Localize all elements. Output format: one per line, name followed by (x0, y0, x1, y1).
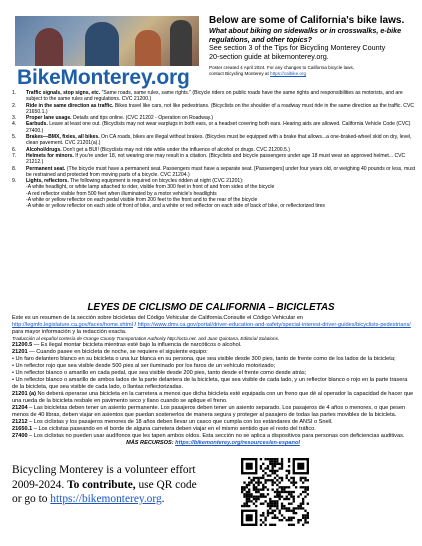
law-item: 9. Lights, reflectors. The following equipment is required on bicycles ridden at night (CVC 21201): (12, 178, 244, 185)
qr-code-icon[interactable] (241, 458, 309, 526)
law-item: 8. Permanent seat. (The bicycle must have a permanent seat. Passengers must have a separate seat. [Passengers] under four years old, or weighing 40 pounds or less, must be restrained and protected from moving parts of a bicycle. CVC 21204.) (12, 165, 416, 178)
lights-requirement: -A red reflector visible from 500 feet when illuminated by a motor vehicle's headlights (26, 190, 217, 197)
spanish-law-item: • Un reflector rojo que sea visible desde 500 pies al ser iluminado por los faros de un vehículo motorizado; (12, 363, 276, 369)
poster-credit: Poster created 4 April 2024. For any changes to California bicycle laws, contact Bicycling Monterey at https://calbike.org (209, 65, 355, 76)
cyclists-photo (15, 16, 199, 66)
law-item: 3. Proper lane usage. Details and tips online. (CVC 21202 - Operation on Roadway.) (12, 115, 214, 122)
calbike-link[interactable]: https://calbike.org (270, 70, 307, 76)
spanish-law-item: • Un faro delantero blanco en su bicicleta o una luz blanca en su persona, que sea visible desde 300 pies, tanto de frente como de los lados de la bicicleta; (12, 356, 396, 362)
translation-credit: Traducción al español cortesía de Orange County Transportation Authority http://octa.net. and Juan Quintana, Editorial Solutions. (12, 336, 280, 341)
lights-requirement: -A white headlight, or white lamp attached to rider, visible from 300 feet in front of and from sides of the bicycle (26, 184, 275, 191)
bikemonterey-logo[interactable] (15, 16, 199, 89)
spanish-law-item: • Un reflector blanco o amarillo en cada pedal, que sea visible desde 200 pies, tanto desde el frente como desde atrás; (12, 370, 307, 376)
spanish-law-item: 21201 (a) No deberá operarse una bicicleta en la carretera a menos que dicha bicicleta esté equipada con un freno que dé al operador la capacidad de hacer que una rueda de la bicicleta resbale en pavimento seco y llano cuando se aplique el freno. (12, 391, 414, 404)
header-intro (209, 15, 409, 76)
spanish-law-list (12, 342, 414, 440)
dmv-link[interactable]: https://www.dmv.ca.gov/portal/driver-education-and-safety/special-interest-driver-guides/bicyclists-pedestrians/ (137, 322, 411, 328)
lights-requirement: -A white or yellow reflector on each pedal visible from 200 feet to the front and to the rear of the bicycle (26, 197, 258, 204)
spanish-title: LEYES DE CICLISMO DE CALIFORNIA – BICICLETAS (87, 302, 335, 313)
spanish-law-item: 21200.5 — Es ilegal montar bicicleta mientras esté bajo la influencia de narcóticos o alcohol. (12, 342, 242, 348)
law-list (12, 90, 416, 210)
spanish-law-item: 21204 – Las bicicletas deben tener un asiento permanente. Los pasajeros deben tener un asiento separado. Los pasajeros de 4 años o menores, o que pesen menos de 40 libras, deben viajar en asientos que puedan sostenerlos de manera segura y proteger al pasajero de todas las partes movibles de la bicicleta. (12, 405, 406, 418)
spanish-law-item: 21650.1 – Los ciclistas paseando en el borde de alguna carretera deben viajar en el mismo sentido que el resto del tráfico. (12, 426, 316, 432)
spanish-law-item: 21201 — Cuando pasee en bicicleta de noche, se requiere el siguiente equipo: (12, 349, 208, 355)
lights-requirement: -A white or yellow reflector on each side of front of bike, and a white or red reflector on each side of back of bike, or reflectorized tires (26, 203, 325, 210)
law-item: 1. Traffic signals, stop signs, etc. "Same roads, same rules, same rights." (Bicycle riders on public roads have the same rights and responsibilities as motorists, and are subject to the same rules and regulations. CVC 21200.) (12, 90, 403, 103)
law-item: 2. Ride in the same direction as traffic. Bikes travel like cars, not like pedestrians. (Bicyclists on the shoulder of a roadway must ride in the same direction as the traffic. CVC 21650.1.) (12, 102, 415, 115)
more-resources: MÁS RECURSOS: https://bikemonterey.org/resources/en-espanol (126, 440, 300, 446)
spanish-law-item: 27400 – Los ciclistas no pueden usar audífonos que les tapen ambos oídos. Esta sección no se aplica a dispositivos para personas con deficiencias auditivas. (12, 433, 405, 439)
law-item: 5. Brakes—BMX, fixies, all bikes. On CA roads, bikes are illegal without brakes. (Bicycles must be equipped with a brake that allows...a one-braked-wheel skid on dry, level, clean pavement. CVC 21201(a).) (12, 134, 412, 147)
bikemonterey-link[interactable]: https://bikemonterey.org (50, 493, 162, 506)
spanish-law-item: • Un reflector blanco o amarillo de ambos lados de la parte delantera de la bicicleta, que sea visible de cada lado, y un reflector blanco o rojo en la parte trasera de la bicicleta, que sea visible de cada lado, o llantas reflectorizadas. (12, 377, 408, 390)
see-section-line: See section 3 of the Tips for Bicycling Monterey County (209, 43, 386, 53)
law-item: 4. Earbuds. Leave at least one out. (Bicyclists may not wear earplugs in both ears, or a headset covering both ears. Hearing aids are allowed. California Vehicle Code (CVC) 27400.) (12, 121, 411, 134)
leginfo-link[interactable]: http://leginfo.legislature.ca.gov/faces/home.xhtml (12, 322, 133, 328)
law-item: 7. Helmets for minors. If you're under 18, not wearing one may result in a citation. (Bicyclists and bicycle passengers under age 18 must wear an approved helmet... CVC 21212.) (12, 152, 406, 166)
spanish-section (12, 315, 414, 447)
page-title: Below are some of California's bike laws. (209, 15, 405, 26)
logo-text: BikeMonterey.org (17, 66, 190, 89)
espanol-resources-link[interactable]: https://bikemonterey.org/resources/en-espanol (175, 440, 300, 446)
spanish-intro: Este es un resumen de la sección sobre bicicletas del Código Vehicular de California.Consulte el Código Vehicular en http://leginfo.legislature.ca.gov/faces/home.xhtml / https://www.dmv.ca.gov/portal/driver-education-and-safety/special-interest-driver-guides/bicyclists-pedestrians/ para mayor información y la redacción exacta. (12, 315, 411, 335)
guide-line: 20-section guide at bikemonterey.org. (209, 51, 329, 61)
page-subtitle: What about biking on sidewalks or in crosswalks, e-bike regulations, and other topics? (209, 26, 402, 44)
law-item: 6. Alcohol/drugs. Don't get a BUI! (Bicyclists may not ride while under the influence of alcohol or drugs. CVC 21200.5.) (12, 146, 290, 153)
footer-message: Bicycling Monterey is a volunteer effort 2009-2024. To contribute, use QR code or go to https://bikemonterey.org. (12, 464, 197, 506)
spanish-law-item: 21212 – Los ciclistas y los pasajeros menores de 18 años deben llevar un casco que cumpla con los estándares de ANSI o Snell. (12, 419, 333, 425)
